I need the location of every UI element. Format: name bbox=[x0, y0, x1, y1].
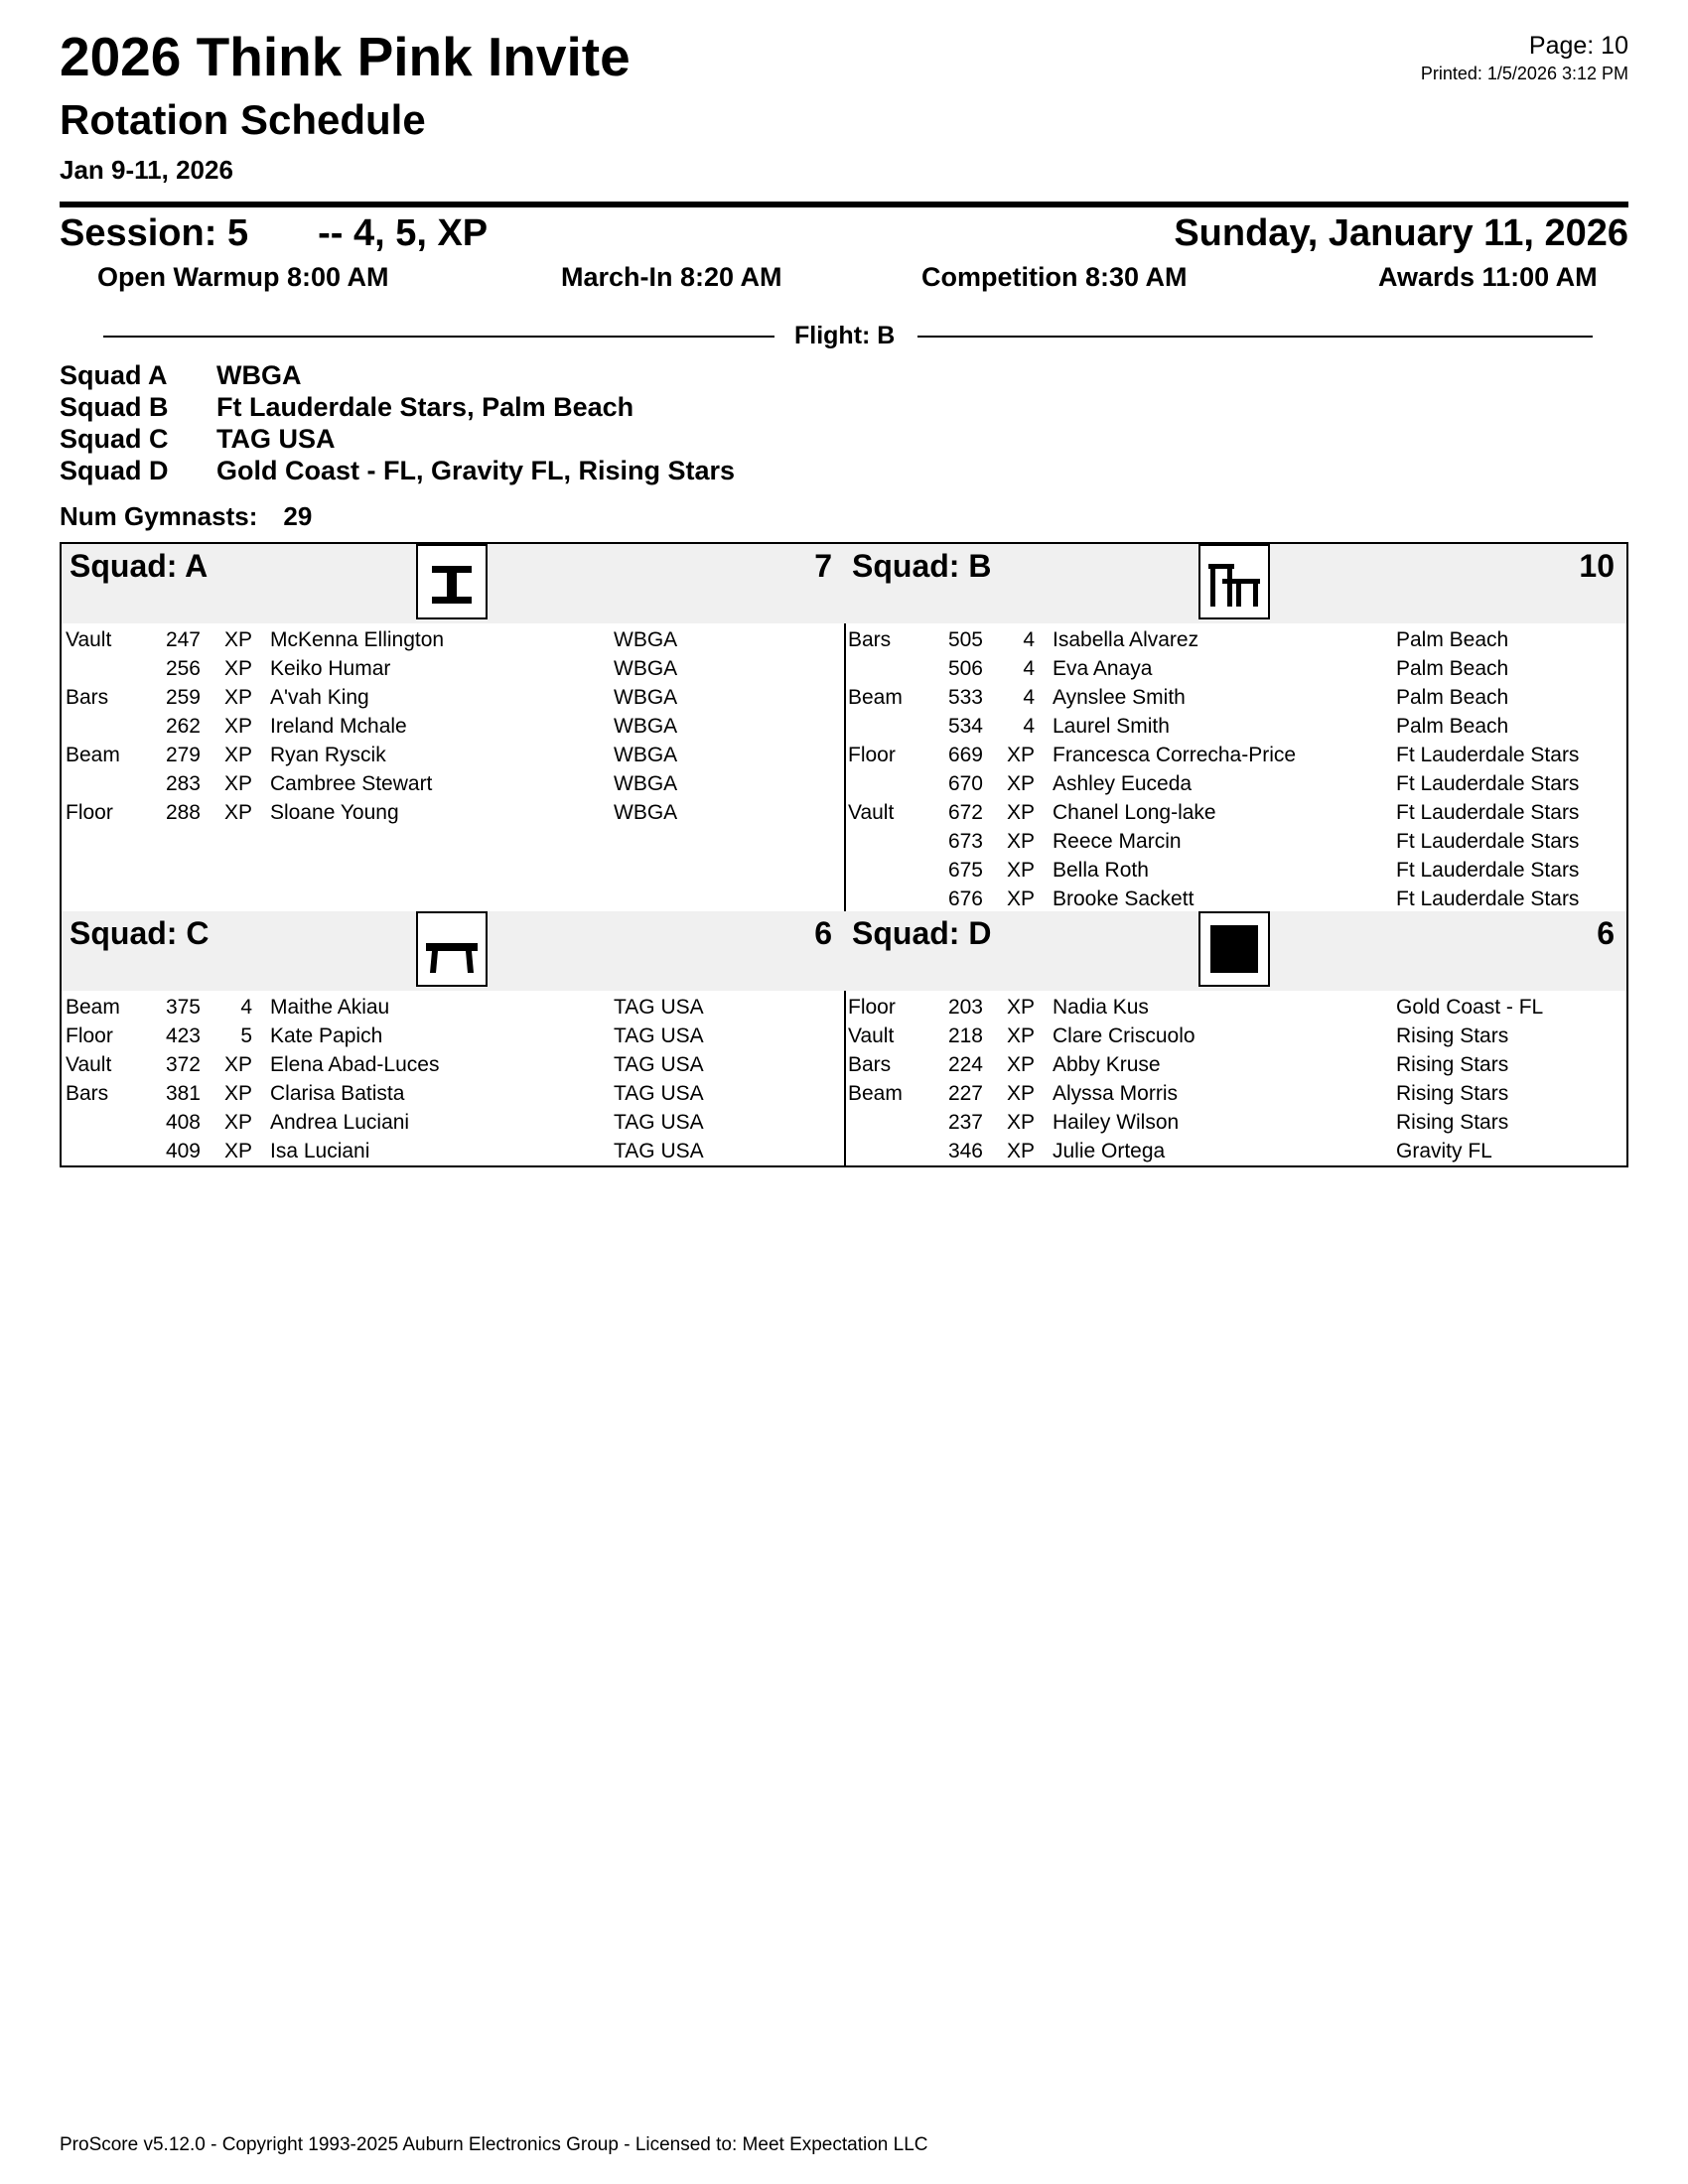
squad-panel-d bbox=[844, 911, 1626, 1165]
competitor-number: 381 bbox=[165, 1082, 201, 1105]
session-heading bbox=[60, 212, 488, 255]
gymnast-row bbox=[62, 798, 844, 827]
competitor-number: 203 bbox=[947, 996, 983, 1019]
club: Rising Stars bbox=[1396, 1053, 1509, 1076]
competition-time: Competition 8:30 AM bbox=[921, 262, 1188, 292]
gymnast-name: Aynslee Smith bbox=[1053, 686, 1186, 709]
event: Floor bbox=[66, 1024, 113, 1047]
squad-count: 6 bbox=[814, 915, 832, 951]
competitor-number: 218 bbox=[947, 1024, 983, 1047]
competitor-number: 279 bbox=[165, 744, 201, 766]
awards-time: Awards 11:00 AM bbox=[1378, 262, 1598, 292]
gymnast-name: Ireland Mchale bbox=[270, 715, 407, 738]
competitor-number: 256 bbox=[165, 657, 201, 680]
vault-icon bbox=[416, 544, 488, 619]
gymnast-row bbox=[62, 993, 844, 1022]
event: Bars bbox=[848, 1053, 892, 1076]
club: WBGA bbox=[614, 657, 678, 680]
level: XP bbox=[223, 628, 252, 651]
gymnast-name: Andrea Luciani bbox=[270, 1111, 410, 1134]
club: TAG USA bbox=[614, 1140, 704, 1162]
competitor-number: 408 bbox=[165, 1111, 201, 1134]
club: Palm Beach bbox=[1396, 715, 1509, 738]
level: XP bbox=[223, 1082, 252, 1105]
gymnast-name: Maithe Akiau bbox=[270, 996, 390, 1019]
gymnast-row bbox=[62, 1079, 844, 1108]
event: Vault bbox=[66, 1053, 112, 1076]
gymnast-row bbox=[844, 1108, 1626, 1137]
gymnast-row bbox=[844, 654, 1626, 683]
event: Beam bbox=[848, 1082, 903, 1105]
event: Bars bbox=[66, 1082, 109, 1105]
document-subtitle: Rotation Schedule bbox=[60, 96, 426, 143]
competitor-number: 676 bbox=[947, 887, 983, 910]
level: XP bbox=[1006, 801, 1035, 824]
gymnast-name: Francesca Correcha-Price bbox=[1053, 744, 1297, 766]
meet-title: 2026 Think Pink Invite bbox=[60, 26, 631, 87]
squad-assignment bbox=[60, 455, 735, 486]
level: XP bbox=[1006, 859, 1035, 882]
level: XP bbox=[223, 1140, 252, 1162]
club: Rising Stars bbox=[1396, 1024, 1509, 1047]
footer-copyright: ProScore v5.12.0 - Copyright 1993-2025 Auburn Electronics Group - Licensed to: Meet Expectation LLC bbox=[60, 2134, 928, 2155]
march-in-time: March-In 8:20 AM bbox=[561, 262, 782, 292]
club: Ft Lauderdale Stars bbox=[1396, 859, 1580, 882]
squad-roster bbox=[844, 625, 1626, 913]
page-number: Page: 10 bbox=[1528, 32, 1628, 60]
competitor-number: 534 bbox=[947, 715, 983, 738]
gymnast-name: Laurel Smith bbox=[1053, 715, 1170, 738]
squad-header bbox=[62, 911, 844, 991]
competitor-number: 533 bbox=[947, 686, 983, 709]
competitor-number: 237 bbox=[947, 1111, 983, 1134]
club: Palm Beach bbox=[1396, 628, 1509, 651]
event: Floor bbox=[848, 996, 896, 1019]
level: XP bbox=[223, 715, 252, 738]
club: Palm Beach bbox=[1396, 657, 1509, 680]
squad-assignment-label: Squad A bbox=[60, 360, 168, 390]
club: WBGA bbox=[614, 715, 678, 738]
level: XP bbox=[1006, 1024, 1035, 1047]
gymnast-row bbox=[62, 1137, 844, 1165]
club: TAG USA bbox=[614, 1024, 704, 1047]
gymnast-name: McKenna Ellington bbox=[270, 628, 445, 651]
squad-header bbox=[62, 544, 844, 623]
competitor-number: 670 bbox=[947, 772, 983, 795]
squad-assignment-clubs: WBGA bbox=[216, 360, 302, 390]
competitor-number: 505 bbox=[947, 628, 983, 651]
gymnast-name: Chanel Long-lake bbox=[1053, 801, 1216, 824]
competitor-number: 506 bbox=[947, 657, 983, 680]
squad-header bbox=[844, 911, 1626, 991]
event: Vault bbox=[848, 1024, 895, 1047]
competitor-number: 372 bbox=[165, 1053, 201, 1076]
event: Bars bbox=[848, 628, 892, 651]
gymnast-name: A'vah King bbox=[270, 686, 369, 709]
competitor-number: 672 bbox=[947, 801, 983, 824]
beam-icon bbox=[416, 911, 488, 987]
squad-count: 7 bbox=[814, 548, 832, 584]
event: Beam bbox=[848, 686, 903, 709]
squad-panel-c bbox=[62, 911, 846, 1165]
level: XP bbox=[1006, 1082, 1035, 1105]
competitor-number: 259 bbox=[165, 686, 201, 709]
gymnast-name: Clare Criscuolo bbox=[1053, 1024, 1196, 1047]
event: Beam bbox=[66, 996, 120, 1019]
club: TAG USA bbox=[614, 1111, 704, 1134]
gymnast-row bbox=[844, 1050, 1626, 1079]
header-divider bbox=[60, 202, 1628, 207]
level: XP bbox=[1006, 1111, 1035, 1134]
competitor-number: 288 bbox=[165, 801, 201, 824]
gymnast-name: Kate Papich bbox=[270, 1024, 383, 1047]
gymnast-name: Nadia Kus bbox=[1053, 996, 1149, 1019]
gymnast-row bbox=[844, 993, 1626, 1022]
gymnast-name: Ryan Ryscik bbox=[270, 744, 386, 766]
club: TAG USA bbox=[614, 996, 704, 1019]
club: Rising Stars bbox=[1396, 1111, 1509, 1134]
gymnast-name: Sloane Young bbox=[270, 801, 399, 824]
level: 4 bbox=[1023, 657, 1035, 680]
level: XP bbox=[223, 744, 252, 766]
gymnast-row bbox=[844, 827, 1626, 856]
level: XP bbox=[1006, 996, 1035, 1019]
gymnast-name: Eva Anaya bbox=[1053, 657, 1153, 680]
gymnast-name: Ashley Euceda bbox=[1053, 772, 1193, 795]
competitor-number: 375 bbox=[165, 996, 201, 1019]
squad-assignment-label: Squad C bbox=[60, 424, 169, 454]
squad-roster bbox=[844, 993, 1626, 1165]
event: Bars bbox=[66, 686, 109, 709]
squad-name: Squad: A bbox=[70, 548, 209, 584]
club: Ft Lauderdale Stars bbox=[1396, 801, 1580, 824]
club: WBGA bbox=[614, 801, 678, 824]
gymnast-row bbox=[62, 741, 844, 769]
level: XP bbox=[1006, 744, 1035, 766]
level: XP bbox=[1006, 1053, 1035, 1076]
gymnast-row bbox=[844, 798, 1626, 827]
level: 4 bbox=[1023, 628, 1035, 651]
competitor-number: 247 bbox=[165, 628, 201, 651]
gymnast-row bbox=[62, 654, 844, 683]
gymnast-row bbox=[844, 712, 1626, 741]
level: XP bbox=[1006, 830, 1035, 853]
flight-label: Flight: B bbox=[794, 322, 896, 349]
gymnast-name: Julie Ortega bbox=[1053, 1140, 1166, 1162]
squad-count: 6 bbox=[1597, 915, 1615, 951]
squad-assignment-list bbox=[60, 359, 735, 486]
gymnast-name: Bella Roth bbox=[1053, 859, 1149, 882]
competitor-number: 283 bbox=[165, 772, 201, 795]
gymnast-name: Isabella Alvarez bbox=[1053, 628, 1199, 651]
session-levels: -- 4, 5, XP bbox=[318, 212, 489, 254]
gymnast-name: Cambree Stewart bbox=[270, 772, 433, 795]
session-date: Sunday, January 11, 2026 bbox=[1174, 212, 1628, 254]
squad-name: Squad: B bbox=[852, 548, 992, 584]
level: XP bbox=[223, 657, 252, 680]
gymnast-name: Clarisa Batista bbox=[270, 1082, 405, 1105]
club: Gravity FL bbox=[1396, 1140, 1492, 1162]
level: XP bbox=[223, 686, 252, 709]
club: WBGA bbox=[614, 744, 678, 766]
level: XP bbox=[223, 801, 252, 824]
competitor-number: 673 bbox=[947, 830, 983, 853]
club: WBGA bbox=[614, 628, 678, 651]
gymnast-name: Elena Abad-Luces bbox=[270, 1053, 440, 1076]
squad-assignment-clubs: TAG USA bbox=[216, 424, 336, 454]
event: Beam bbox=[66, 744, 120, 766]
level: XP bbox=[1006, 1140, 1035, 1162]
meet-dates: Jan 9-11, 2026 bbox=[60, 155, 233, 185]
gymnast-name: Reece Marcin bbox=[1053, 830, 1182, 853]
club: Ft Lauderdale Stars bbox=[1396, 744, 1580, 766]
gymnast-name: Hailey Wilson bbox=[1053, 1111, 1180, 1134]
level: 5 bbox=[240, 1024, 252, 1047]
competitor-number: 423 bbox=[165, 1024, 201, 1047]
gymnast-row bbox=[62, 625, 844, 654]
competitor-number: 675 bbox=[947, 859, 983, 882]
printed-timestamp: Printed: 1/5/2026 3:12 PM bbox=[1420, 64, 1628, 83]
club: Rising Stars bbox=[1396, 1082, 1509, 1105]
competitor-number: 669 bbox=[947, 744, 983, 766]
squad-name: Squad: D bbox=[852, 915, 992, 951]
rotation-grid bbox=[60, 542, 1628, 1167]
gymnast-row bbox=[62, 1022, 844, 1050]
squad-assignment bbox=[60, 391, 735, 423]
num-gymnasts-value: 29 bbox=[283, 501, 313, 531]
squad-assignment bbox=[60, 359, 735, 391]
gymnast-row bbox=[844, 1079, 1626, 1108]
event: Floor bbox=[848, 744, 896, 766]
gymnast-row bbox=[844, 856, 1626, 885]
gymnast-name: Alyssa Morris bbox=[1053, 1082, 1179, 1105]
level: XP bbox=[1006, 772, 1035, 795]
club: TAG USA bbox=[614, 1053, 704, 1076]
level: XP bbox=[1006, 887, 1035, 910]
gymnast-name: Isa Luciani bbox=[270, 1140, 370, 1162]
club: WBGA bbox=[614, 772, 678, 795]
level: 4 bbox=[1023, 715, 1035, 738]
squad-count: 10 bbox=[1579, 548, 1615, 584]
flight-rule-right bbox=[917, 336, 1593, 338]
competitor-number: 227 bbox=[947, 1082, 983, 1105]
gymnast-row bbox=[844, 625, 1626, 654]
event: Vault bbox=[848, 801, 895, 824]
gymnast-row bbox=[844, 683, 1626, 712]
gymnast-row bbox=[844, 1137, 1626, 1165]
level: XP bbox=[223, 772, 252, 795]
gymnast-name: Abby Kruse bbox=[1053, 1053, 1161, 1076]
club: Gold Coast - FL bbox=[1396, 996, 1544, 1019]
competitor-number: 262 bbox=[165, 715, 201, 738]
squad-assignment-clubs: Gold Coast - FL, Gravity FL, Rising Stars bbox=[216, 456, 736, 485]
floor-icon bbox=[1198, 911, 1270, 987]
squad-panel-a bbox=[62, 544, 846, 913]
club: Ft Lauderdale Stars bbox=[1396, 887, 1580, 910]
gymnast-row bbox=[844, 1022, 1626, 1050]
club: Ft Lauderdale Stars bbox=[1396, 772, 1580, 795]
gymnast-row bbox=[62, 1050, 844, 1079]
gymnast-row bbox=[62, 712, 844, 741]
gymnast-name: Keiko Humar bbox=[270, 657, 391, 680]
squad-roster bbox=[62, 993, 844, 1165]
flight-rule-left bbox=[103, 336, 774, 338]
competitor-number: 224 bbox=[947, 1053, 983, 1076]
gymnast-row bbox=[62, 683, 844, 712]
level: XP bbox=[223, 1053, 252, 1076]
competitor-number: 346 bbox=[947, 1140, 983, 1162]
squad-assignment-clubs: Ft Lauderdale Stars, Palm Beach bbox=[216, 392, 634, 422]
gymnast-row bbox=[62, 1108, 844, 1137]
num-gymnasts-label: Num Gymnasts: bbox=[60, 501, 258, 531]
competitor-number: 409 bbox=[165, 1140, 201, 1162]
club: WBGA bbox=[614, 686, 678, 709]
club: Palm Beach bbox=[1396, 686, 1509, 709]
bars-icon bbox=[1198, 544, 1270, 619]
num-gymnasts bbox=[60, 501, 312, 532]
open-warmup-time: Open Warmup 8:00 AM bbox=[97, 262, 389, 292]
squad-panel-b bbox=[844, 544, 1626, 913]
squad-roster bbox=[62, 625, 844, 827]
squad-assignment bbox=[60, 423, 735, 455]
club: TAG USA bbox=[614, 1082, 704, 1105]
squad-name: Squad: C bbox=[70, 915, 210, 951]
event: Floor bbox=[66, 801, 113, 824]
gymnast-row bbox=[844, 885, 1626, 913]
level: XP bbox=[223, 1111, 252, 1134]
squad-assignment-label: Squad B bbox=[60, 392, 169, 422]
gymnast-row bbox=[844, 741, 1626, 769]
session-label: Session: 5 bbox=[60, 212, 249, 254]
squad-header bbox=[844, 544, 1626, 623]
squad-assignment-label: Squad D bbox=[60, 456, 169, 485]
gymnast-name: Brooke Sackett bbox=[1053, 887, 1195, 910]
level: 4 bbox=[1023, 686, 1035, 709]
club: Ft Lauderdale Stars bbox=[1396, 830, 1580, 853]
event: Vault bbox=[66, 628, 112, 651]
level: 4 bbox=[240, 996, 252, 1019]
gymnast-row bbox=[62, 769, 844, 798]
gymnast-row bbox=[844, 769, 1626, 798]
